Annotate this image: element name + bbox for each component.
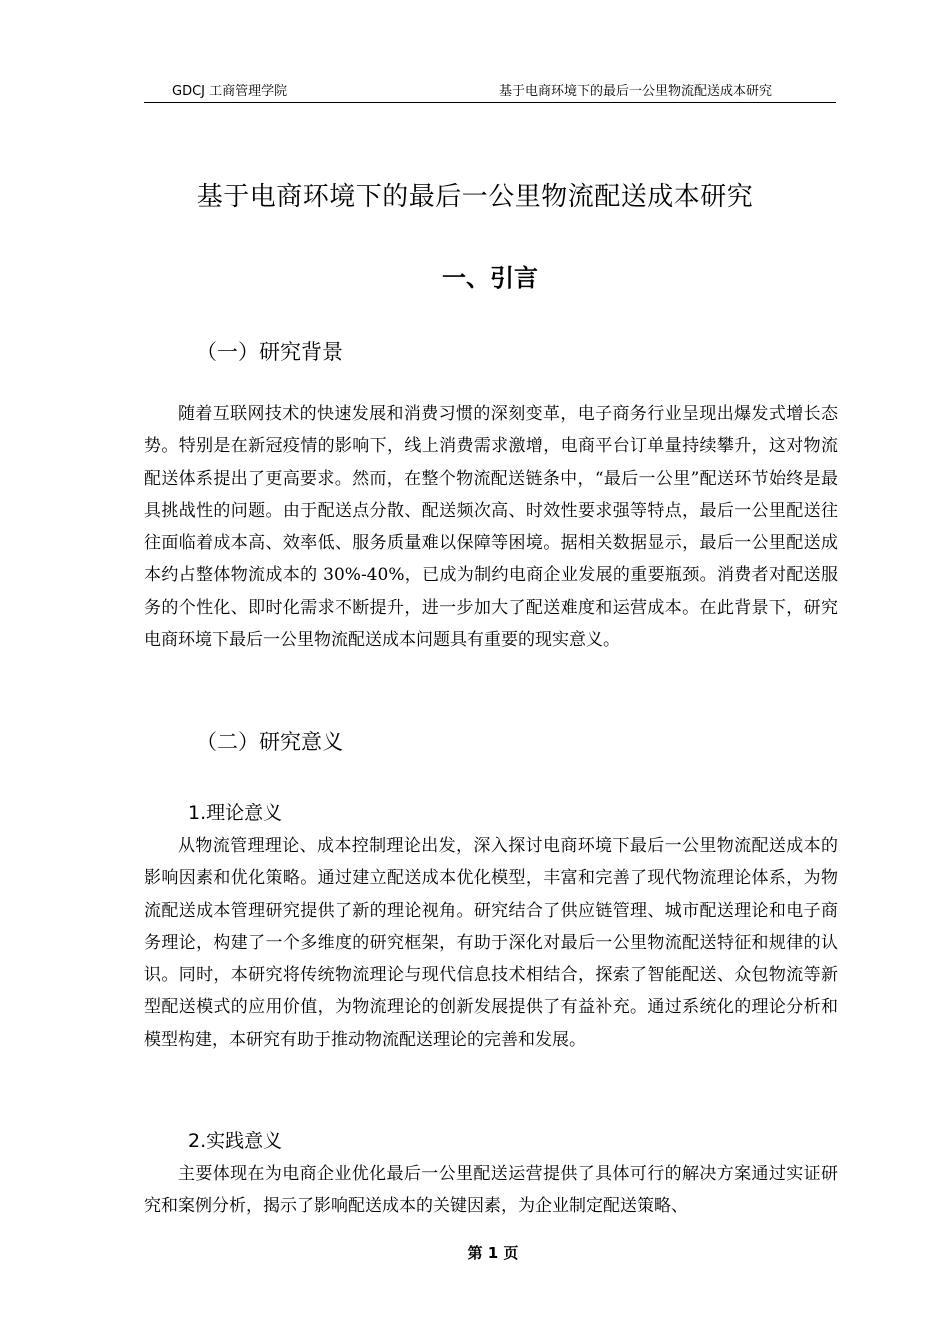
subsection-heading-significance: （二）研究意义 xyxy=(196,730,343,754)
page-number: 第 1 页 xyxy=(467,1244,519,1262)
paragraph-practical-significance: 主要体现在为电商企业优化最后一公里配送运营提供了具体可行的解决方案通过实证研究和案例分析，揭示了影响配送成本的关键因素，为企业制定配送策略、 xyxy=(144,1164,838,1217)
document-title: 基于电商环境下的最后一公里物流配送成本研究 xyxy=(196,182,754,212)
heading-practical-significance: 2.实践意义 xyxy=(188,1130,283,1152)
section-heading-introduction: 一、引言 xyxy=(442,264,538,292)
page-header xyxy=(144,76,836,103)
paragraph-background: 随着互联网技术的快速发展和消费习惯的深刻变革，电子商务行业呈现出爆发式增长态势。特别是在新冠疫情的影响下，线上消费需求激增，电商平台订单量持续攀升，这对物流配送体系提出了更高要求。然而，在整个物流配送链条中，“最后一公里”配送环节始终是最具挑战性的问题。由于配送点分散、配送频次高、时效性要求强等特点，最后一公里配送往往面临着成本高、效率低、服务质量难以保障等困境。据相关数据显示，最后一公里配送成本约占整体物流成本的 30%-40%，已成为制约电商企业发展的重要瓶颈。消费者对配送服务的个性化、即时化需求不断提升，进一步加大了配送难度和运营成本。在此背景下，研究电商环境下最后一公里物流配送成本问题具有重要的现实意义。 xyxy=(144,404,838,651)
header-institution: GDCJ 工商管理学院 xyxy=(172,84,288,99)
header-running-title: 基于电商环境下的最后一公里物流配送成本研究 xyxy=(498,84,772,99)
heading-theoretical-significance: 1.理论意义 xyxy=(188,802,283,824)
paragraph-theoretical-significance: 从物流管理理论、成本控制理论出发，深入探讨电商环境下最后一公里物流配送成本的影响因素和优化策略。通过建立配送成本优化模型，丰富和完善了现代物流理论体系，为物流配送成本管理研究提供了新的理论视角。研究结合了供应链管理、城市配送理论和电子商务理论，构建了一个多维度的研究框架，有助于深化对最后一公里物流配送特征和规律的认识。同时，本研究将传统物流理论与现代信息技术相结合，探索了智能配送、众包物流等新型配送模式的应用价值，为物流理论的创新发展提供了有益补充。通过系统化的理论分析和模型构建，本研究有助于推动物流配送理论的完善和发展。 xyxy=(144,836,838,1050)
subsection-heading-background: （一）研究背景 xyxy=(196,340,343,364)
